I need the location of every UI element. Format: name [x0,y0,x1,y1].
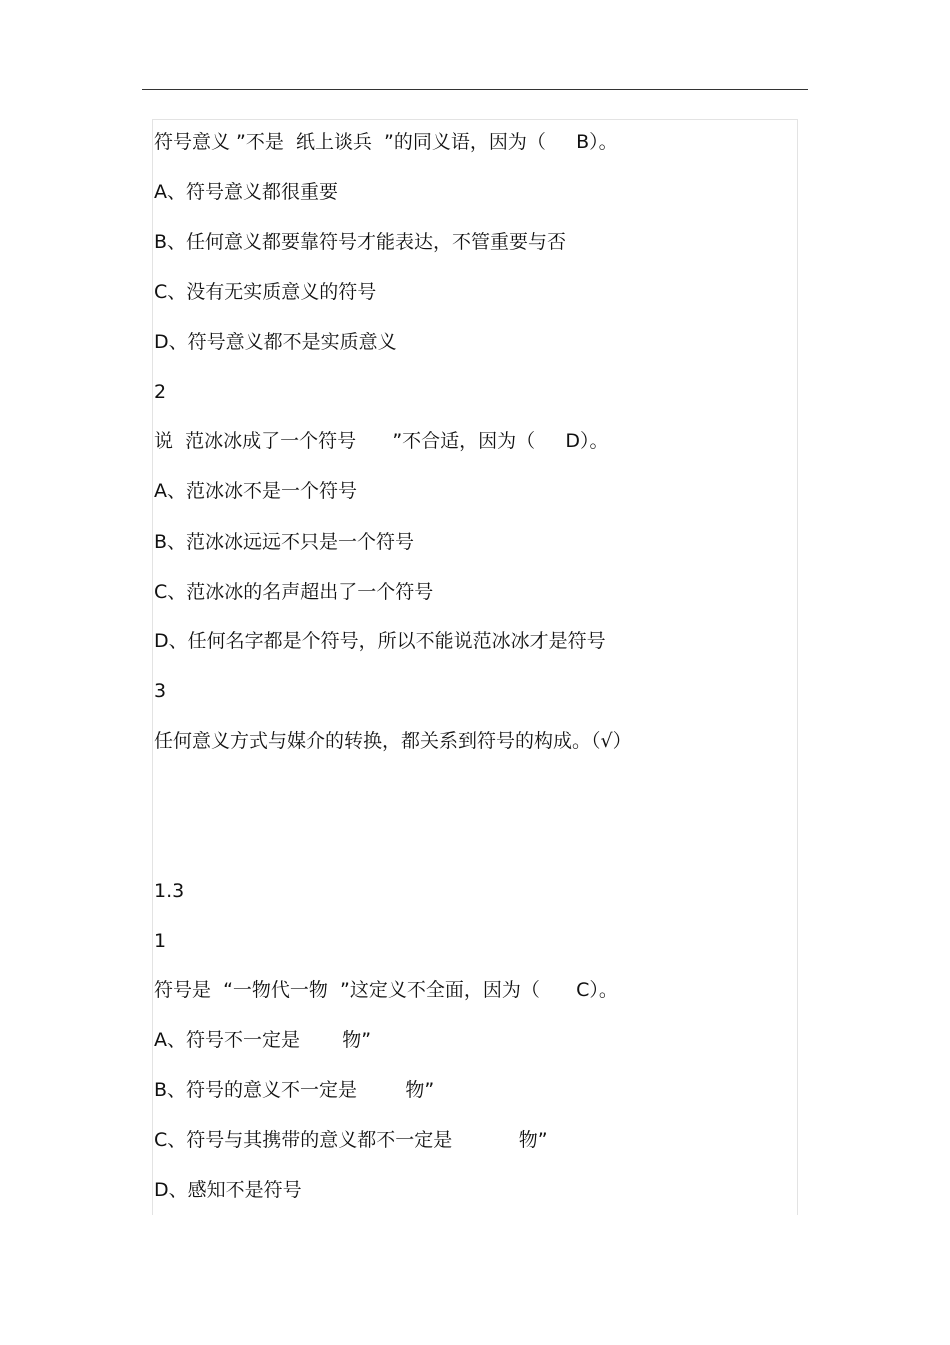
question-number: 3 [154,680,167,702]
option-c: C、符号与其携带的意义都不一定是 物” [154,1129,548,1151]
option-b: B、范冰冰远远不只是一个符号 [154,531,415,553]
option-b: B、符号的意义不一定是 物” [154,1079,435,1101]
question-text: 任何意义方式与媒介的转换，都关系到符号的构成。（√） [154,730,632,752]
option-a: A、范冰冰不是一个符号 [154,480,357,502]
question-text: 说 范冰冰成了一个符号 ”不合适，因为（ D）。 [154,430,609,452]
option-a: A、符号不一定是 物” [154,1029,372,1051]
option-d: D、感知不是符号 [154,1179,302,1201]
question-text: 符号意义 ”不是 纸上谈兵 ”的同义语，因为（ B）。 [154,131,618,153]
option-c: C、没有无实质意义的符号 [154,281,377,303]
section-number: 1.3 [154,880,185,902]
option-a: A、符号意义都很重要 [154,181,338,203]
option-d: D、符号意义都不是实质意义 [154,331,397,353]
option-d: D、任何名字都是个符号，所以不能说范冰冰才是符号 [154,630,606,652]
question-number: 1 [154,930,167,952]
question-number: 2 [154,381,167,403]
option-b: B、任何意义都要靠符号才能表达，不管重要与否 [154,231,567,253]
header-rule [142,89,808,90]
option-c: C、范冰冰的名声超出了一个符号 [154,581,434,603]
question-text: 符号是 “一物代一物 ”这定义不全面，因为（ C）。 [154,979,618,1001]
